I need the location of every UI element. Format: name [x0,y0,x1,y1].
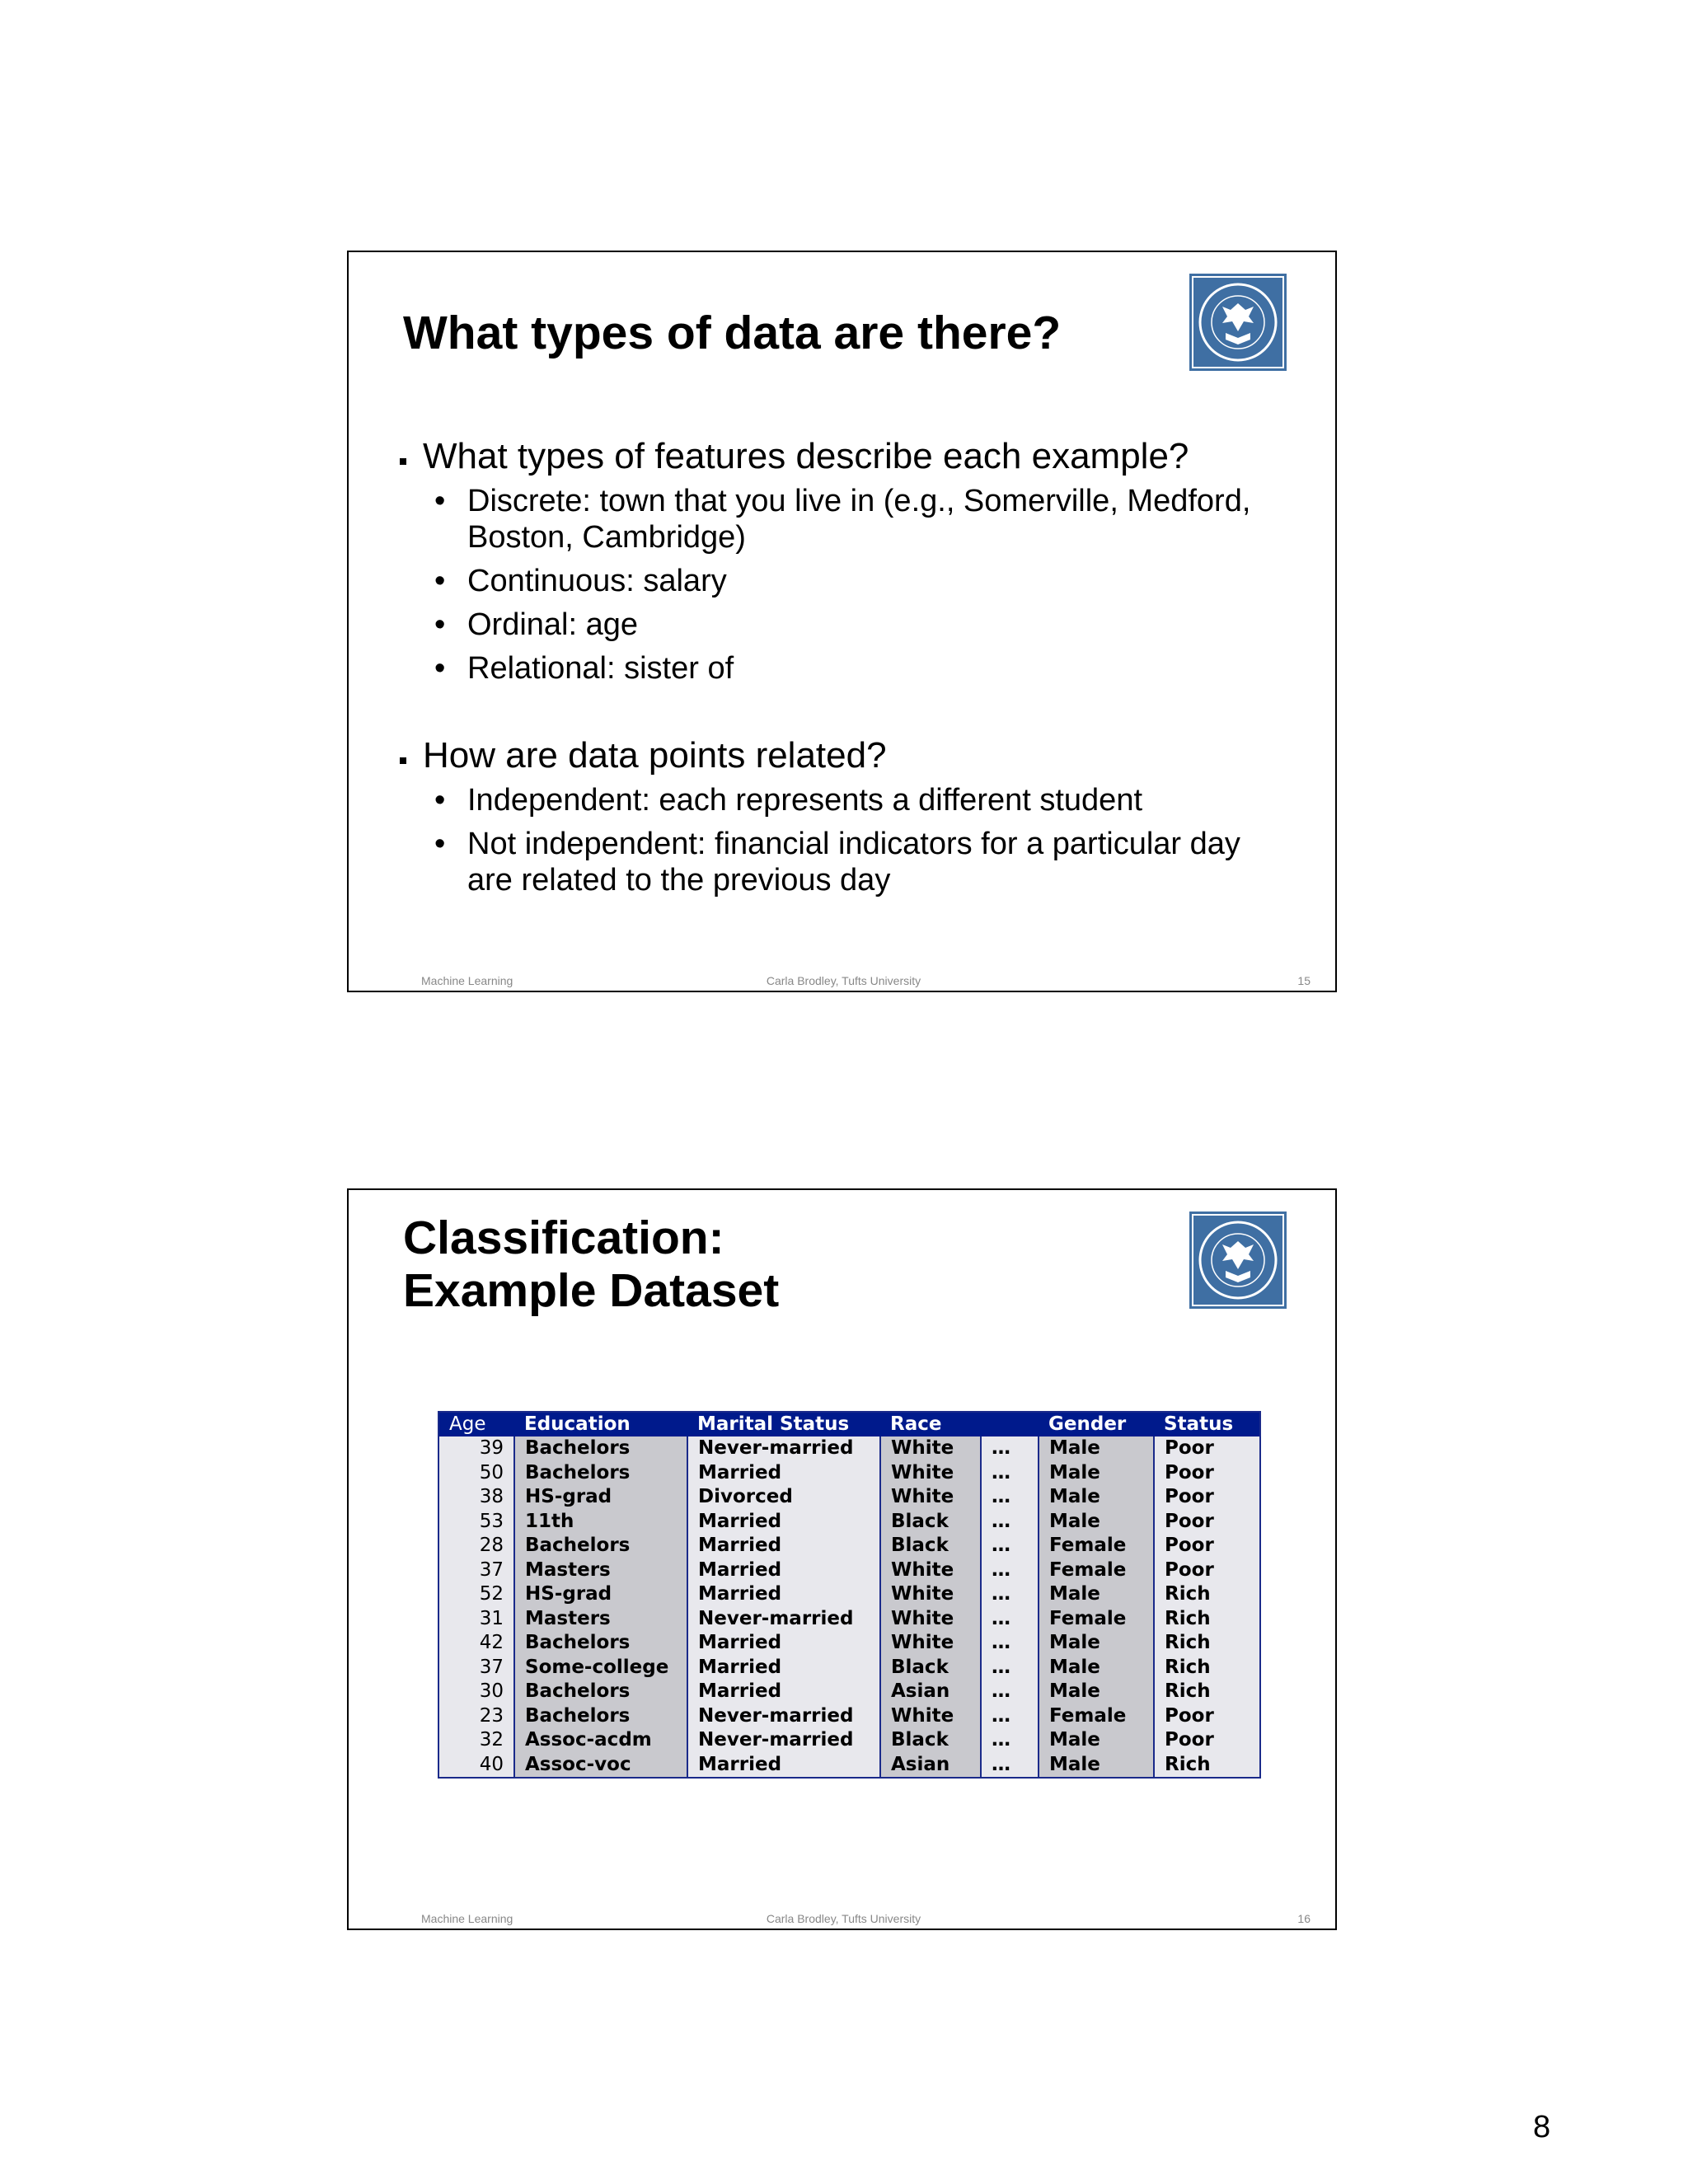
table-row [438,1534,1260,1558]
header-status: Status [1154,1412,1260,1436]
cell-marital-status: Married [687,1510,880,1535]
cell-status: Poor [1154,1558,1260,1583]
table-header-row [438,1412,1260,1436]
cell-status: Poor [1154,1461,1260,1486]
bullet-text: How are data points related? [423,735,887,776]
cell-ellipsis: … [981,1680,1039,1704]
cell-ellipsis: … [981,1436,1039,1461]
cell-status: Rich [1154,1607,1260,1632]
table-row [438,1680,1260,1704]
cell-age: 42 [438,1631,514,1656]
cell-gender: Male [1039,1631,1154,1656]
cell-ellipsis: … [981,1607,1039,1632]
cell-status: Poor [1154,1510,1260,1535]
cell-race: White [880,1558,981,1583]
cell-race: White [880,1704,981,1729]
cell-ellipsis: … [981,1631,1039,1656]
footer-slide-number: 16 [1297,1912,1311,1925]
cell-marital-status: Married [687,1753,880,1779]
sub-bullet: • Continuous: salary [431,563,1290,599]
cell-status: Poor [1154,1436,1260,1461]
cell-gender: Male [1039,1680,1154,1704]
sub-bullet: • Ordinal: age [431,607,1290,643]
cell-marital-status: Married [687,1631,880,1656]
cell-gender: Female [1039,1558,1154,1583]
cell-race: Asian [880,1753,981,1779]
table-row [438,1631,1260,1656]
cell-age: 28 [438,1534,514,1558]
table-row [438,1558,1260,1583]
cell-marital-status: Never-married [687,1728,880,1753]
table-row [438,1510,1260,1535]
bullet-relations [400,734,1290,898]
cell-status: Rich [1154,1582,1260,1607]
cell-ellipsis: … [981,1461,1039,1486]
cell-marital-status: Married [687,1582,880,1607]
cell-race: White [880,1436,981,1461]
cell-race: White [880,1631,981,1656]
cell-marital-status: Never-married [687,1704,880,1729]
slide-15 [347,251,1337,992]
dataset-table [438,1411,1261,1779]
cell-marital-status: Never-married [687,1436,880,1461]
cell-gender: Male [1039,1436,1154,1461]
cell-education: Assoc-voc [514,1753,687,1779]
cell-marital-status: Married [687,1656,880,1680]
cell-race: Black [880,1728,981,1753]
bullet-text: What types of features describe each example? [423,436,1189,476]
footer-author: Carla Brodley, Tufts University [766,1912,921,1925]
cell-race: Asian [880,1680,981,1704]
cell-age: 31 [438,1607,514,1632]
cell-gender: Female [1039,1607,1154,1632]
cell-age: 39 [438,1436,514,1461]
cell-ellipsis: … [981,1582,1039,1607]
table-row [438,1582,1260,1607]
cell-education: Bachelors [514,1436,687,1461]
cell-status: Rich [1154,1680,1260,1704]
cell-gender: Male [1039,1485,1154,1510]
header-gender: Gender [1039,1412,1154,1436]
cell-marital-status: Divorced [687,1485,880,1510]
cell-status: Rich [1154,1631,1260,1656]
cell-marital-status: Married [687,1534,880,1558]
sub-bullet: • Not independent: financial indicators for a particular day are related to the previous day [431,826,1290,898]
table-row [438,1485,1260,1510]
cell-ellipsis: … [981,1534,1039,1558]
cell-education: 11th [514,1510,687,1535]
cell-gender: Male [1039,1582,1154,1607]
cell-ellipsis: … [981,1753,1039,1779]
sub-bullet: • Relational: sister of [431,650,1290,687]
cell-race: White [880,1461,981,1486]
header-marital-status: Marital Status [687,1412,880,1436]
cell-race: Black [880,1510,981,1535]
cell-race: Black [880,1534,981,1558]
table-body [438,1436,1260,1778]
cell-education: HS-grad [514,1485,687,1510]
table-row [438,1656,1260,1680]
cell-status: Poor [1154,1728,1260,1753]
cell-education: Bachelors [514,1461,687,1486]
cell-marital-status: Married [687,1558,880,1583]
cell-age: 30 [438,1680,514,1704]
slide-16 [347,1188,1337,1930]
cell-ellipsis: … [981,1558,1039,1583]
cell-education: Assoc-acdm [514,1728,687,1753]
cell-marital-status: Married [687,1680,880,1704]
header-education: Education [514,1412,687,1436]
tufts-seal-icon [1189,274,1287,371]
footer-slide-number: 15 [1297,974,1311,987]
cell-age: 32 [438,1728,514,1753]
cell-race: White [880,1485,981,1510]
footer-course: Machine Learning [421,974,513,987]
cell-ellipsis: … [981,1656,1039,1680]
cell-education: Bachelors [514,1534,687,1558]
header-age: Age [438,1412,514,1436]
cell-gender: Female [1039,1704,1154,1729]
cell-status: Poor [1154,1534,1260,1558]
table-row [438,1704,1260,1729]
cell-gender: Male [1039,1461,1154,1486]
header-race: Race [880,1412,981,1436]
cell-gender: Male [1039,1753,1154,1779]
page-number: 8 [1533,2110,1551,2144]
bullet-features [400,435,1290,687]
cell-race: Black [880,1656,981,1680]
tufts-seal-icon [1189,1212,1287,1309]
cell-education: HS-grad [514,1582,687,1607]
cell-education: Some-college [514,1656,687,1680]
sub-bullet: • Discrete: town that you live in (e.g., Somerville, Medford, Boston, Cambridge) [431,483,1290,555]
cell-race: White [880,1607,981,1632]
title-line-1: Classification: [403,1212,724,1264]
cell-status: Poor [1154,1704,1260,1729]
footer-course: Machine Learning [421,1912,513,1925]
cell-status: Poor [1154,1485,1260,1510]
cell-race: White [880,1582,981,1607]
slide-title: What types of data are there? [403,307,1062,359]
cell-marital-status: Never-married [687,1607,880,1632]
cell-education: Masters [514,1607,687,1632]
table-row [438,1607,1260,1632]
cell-ellipsis: … [981,1704,1039,1729]
cell-age: 38 [438,1485,514,1510]
footer-author: Carla Brodley, Tufts University [766,974,921,987]
cell-age: 53 [438,1510,514,1535]
cell-age: 37 [438,1656,514,1680]
cell-gender: Male [1039,1728,1154,1753]
cell-gender: Male [1039,1510,1154,1535]
cell-status: Rich [1154,1656,1260,1680]
cell-ellipsis: … [981,1510,1039,1535]
cell-education: Masters [514,1558,687,1583]
cell-gender: Male [1039,1656,1154,1680]
cell-age: 23 [438,1704,514,1729]
table-row [438,1436,1260,1461]
cell-age: 40 [438,1753,514,1779]
slide-title [403,1212,779,1317]
cell-education: Bachelors [514,1704,687,1729]
cell-gender: Female [1039,1534,1154,1558]
sub-bullet: • Independent: each represents a different student [431,782,1290,818]
cell-ellipsis: … [981,1728,1039,1753]
bullet-list [400,435,1290,906]
table-row [438,1753,1260,1779]
cell-education: Bachelors [514,1631,687,1656]
cell-ellipsis: … [981,1485,1039,1510]
header-ellipsis [981,1412,1039,1436]
cell-age: 52 [438,1582,514,1607]
cell-status: Rich [1154,1753,1260,1779]
cell-marital-status: Married [687,1461,880,1486]
cell-education: Bachelors [514,1680,687,1704]
title-line-2: Example Dataset [403,1264,780,1317]
cell-age: 37 [438,1558,514,1583]
cell-age: 50 [438,1461,514,1486]
table-row [438,1728,1260,1753]
table-row [438,1461,1260,1486]
